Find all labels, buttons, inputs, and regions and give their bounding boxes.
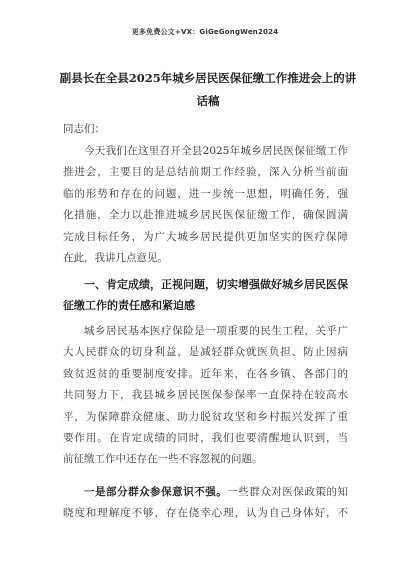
section-1-line: 城乡居民基本医疗保险是一项重要的民生工程，关乎广: [84, 325, 348, 337]
section-1-heading-line: 一、肯定成绩，正视问题，切实增强做好城乡居民医保: [84, 278, 348, 291]
section-1-line: 共同努力下，我县城乡居民医保参保率一直保持在较高水: [63, 389, 348, 402]
section-1-heading: [63, 274, 348, 317]
section-1-line: 前征缴工作中还存在一些不容忽视的问题。: [63, 453, 263, 466]
title-line-2: 话稿: [196, 94, 220, 108]
document-title: [58, 67, 358, 113]
header-note: 更多免费公文+VX：GiGeGongWen2024: [131, 28, 279, 36]
intro-line: 今天我们在这里召开全县2025年城乡居民医保征缴工作: [84, 145, 348, 157]
section-1-line: 平，为保障群众健康、助力脱贫攻坚和乡村振兴发挥了重: [63, 410, 348, 423]
section-1-line: 大人民群众的切身利益，是减轻群众就医负担、防止因病: [63, 346, 348, 359]
title-line-1: 副县长在全县2025年城乡居民医保征缴工作推进会上的讲: [59, 71, 357, 85]
point-1-text: 一些群众对医保政策的知: [227, 486, 349, 498]
point-1-line: [63, 482, 348, 503]
section-1-heading-line: 征缴工作的责任感和紧迫感: [63, 299, 195, 313]
salutation: 同志们：: [63, 123, 105, 135]
point-1-line: 晓度和理解度不够，存在侥幸心理，认为自己身体好，不: [63, 507, 348, 520]
intro-line: 推进会，主要目的是总结前期工作经验，深入分析当前面: [63, 166, 348, 179]
intro-line: 临的形势和存在的问题，进一步统一思想，明确任务，强: [63, 187, 348, 200]
section-1-line: 致贫返贫的重要制度安排。近年来，在各乡镇、各部门的: [63, 367, 348, 380]
intro-line: 完成目标任务，为广大城乡居民提供更加坚实的医疗保障: [63, 230, 348, 243]
intro-line: 在此，我讲几点意见。: [63, 252, 168, 265]
intro-line: 化措施，全力以赴推进城乡居民医保征缴工作，确保圆满: [63, 209, 348, 222]
section-1-paragraph: [63, 321, 348, 471]
point-1-paragraph: [63, 482, 348, 525]
intro-paragraph: [63, 141, 348, 269]
section-1-line: 要作用。在肯定成绩的同时，我们也要清醒地认识到，当: [63, 432, 348, 445]
point-1-lead: 一是部分群众参保意识不强。: [84, 486, 228, 498]
